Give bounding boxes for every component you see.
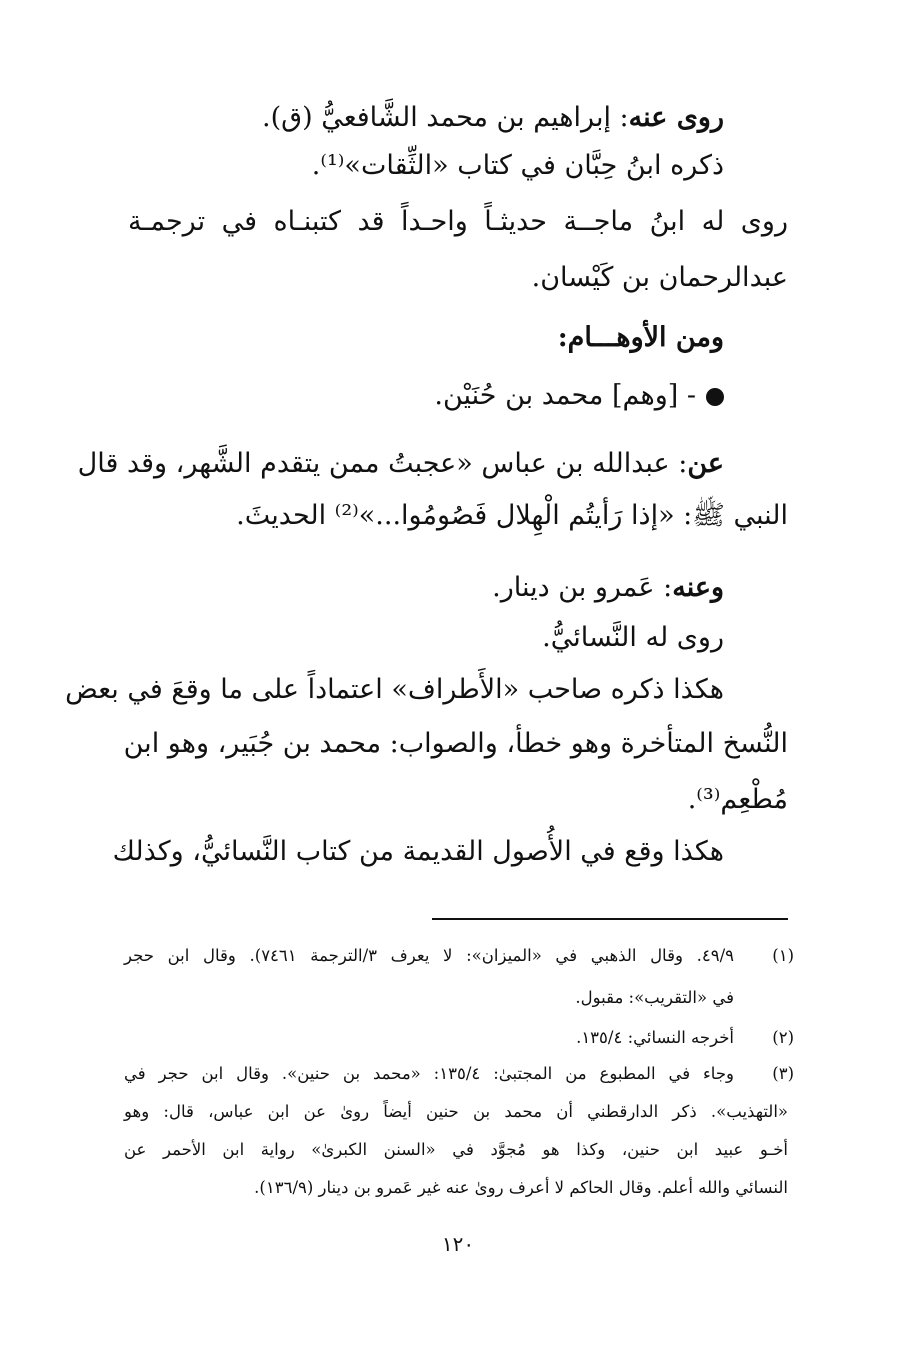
footnote-line: أخرجه النسائي: ١٣٥/٤. <box>576 1028 734 1047</box>
text-line: روى له ابنُ ماجــة حديثـاً واحـداً قد كتبنـاه في ترجمـة <box>128 206 788 237</box>
bullet-icon <box>706 388 724 406</box>
line-text: : عبدالله بن عباس «عجبتُ ممن يتقدم الشَّهر، وقد قال <box>77 448 688 479</box>
text-line <box>77 444 724 484</box>
text-line: روى له النَّسائيُّ. <box>542 622 724 653</box>
text-line: مُطْعِم⁽³⁾. <box>687 784 788 815</box>
footnote-line: «التهذيب». ذكر الدارقطني أن محمد بن حنين أيضاً روىٰ عن ابن عباس، قال: وهو <box>124 1102 788 1121</box>
text-line: هكذا ذكره صاحب «الأَطراف» اعتماداً على ما وقعَ في بعض <box>65 674 724 705</box>
footnote-separator <box>432 918 788 920</box>
footnote-line: وجاء في المطبوع من المجتبىٰ: ١٣٥/٤: «محمد بن حنين». وقال ابن حجر في <box>124 1064 734 1083</box>
text-line <box>262 98 724 138</box>
label-rawa-anhu: روى عنه <box>628 102 724 133</box>
text-line: النبي ﷺ: «إذا رَأيتُم الْهِلال فَصُومُوا...»⁽²⁾ الحديثَ. <box>236 500 788 531</box>
line-text: : عَمرو بن دينار. <box>492 572 673 603</box>
label-an: عن <box>687 448 724 479</box>
text-line: ذكره ابنُ حِبَّان في كتاب «الثِّقات»⁽¹⁾. <box>311 150 724 181</box>
text-line: النُّسخ المتأخرة وهو خطأ، والصواب: محمد بن جُبَير، وهو ابن <box>123 728 788 759</box>
footnote-line: ٤٩/٩. وقال الذهبي في «الميزان»: لا يعرف ٣/الترجمة ٧٤٦١). وقال ابن حجر <box>124 946 734 965</box>
text-line <box>492 568 724 608</box>
footnote-number: (٣) <box>772 1064 794 1083</box>
footnote-number: (٢) <box>772 1028 794 1047</box>
entry-heading <box>434 376 724 416</box>
line-text: : إبراهيم بن محمد الشَّافعيُّ (ق). <box>262 102 629 133</box>
footnote-line: في «التقريب»: مقبول. <box>575 988 734 1007</box>
text-line: هكذا وقع في الأُصول القديمة من كتاب النَّسائيُّ، وكذلك <box>112 836 724 867</box>
label-wa-anhu: وعنه <box>672 572 724 603</box>
entry-text: - [وهم] محمد بن حُنَيْن. <box>434 380 696 411</box>
footnote-line: أخـو عبيد ابن حنين، وكذا هو مُجوَّد في «السنن الكبرىٰ» رواية ابن الأحمر عن <box>124 1140 788 1159</box>
text-line: عبدالرحمان بن كَيْسان. <box>531 262 788 293</box>
footnote-number: (١) <box>772 946 794 965</box>
page-number: ١٢٠ <box>441 1232 475 1256</box>
section-heading: ومن الأوهـــام: <box>557 322 724 353</box>
footnote-line: النسائي والله أعلم. وقال الحاكم لا أعرف روىٰ عنه غير عَمرو بن دينار (١٣٦/٩). <box>254 1178 788 1197</box>
